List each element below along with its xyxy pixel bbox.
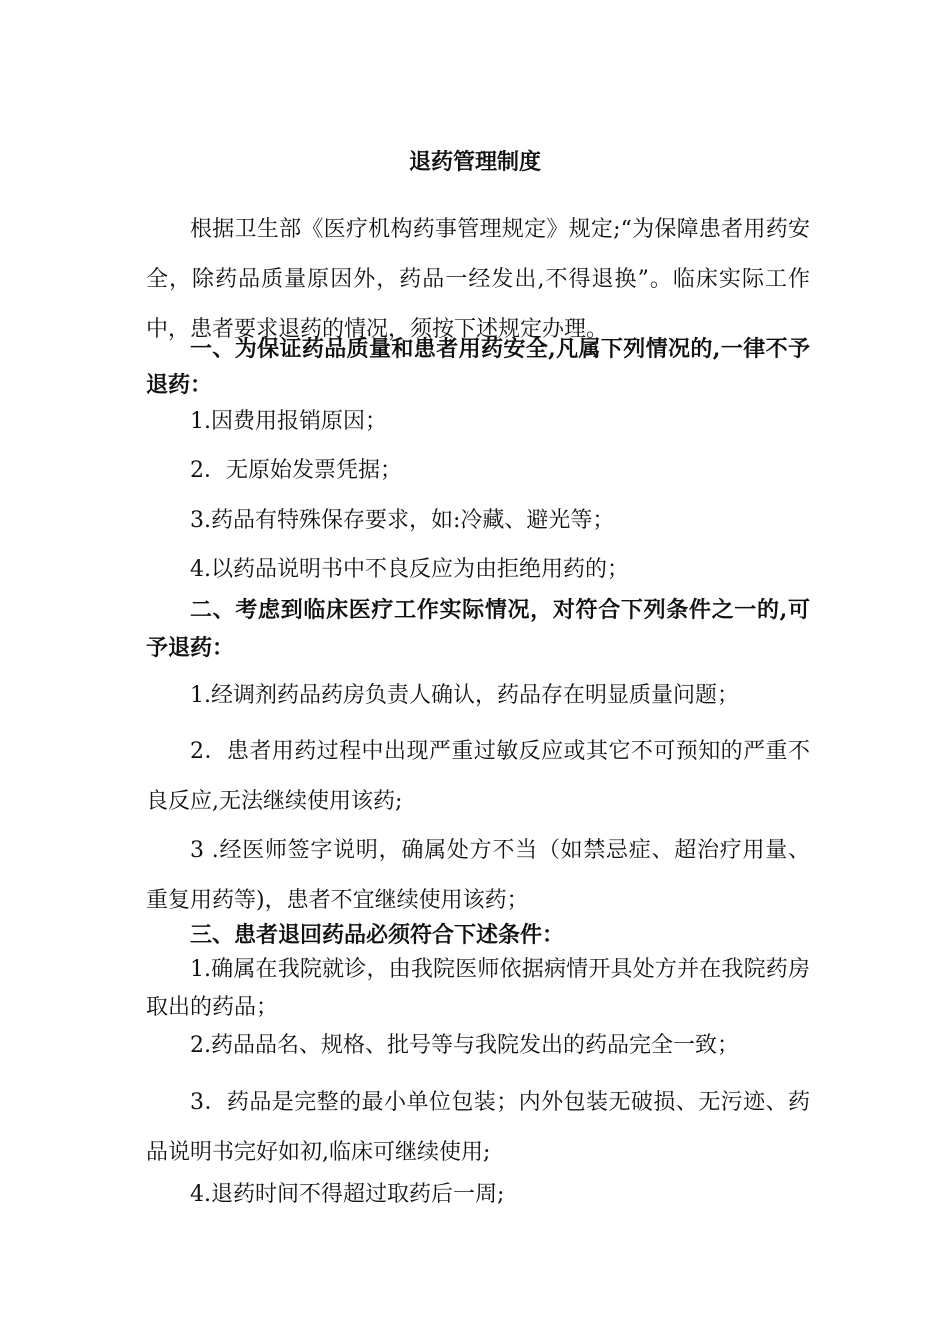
section3-item: 2.药品品名、规格、批号等与我院发出的药品完全一致； [190,1033,739,1058]
section1-heading: 一、为保证药品质量和患者用药安全,凡属下列情况的,一律不予退药： [146,336,810,398]
section3-item: 1.确属在我院就诊，由我院医师依据病情开具处方并在我院药房取出的药品； [146,957,810,1020]
section2-item: 3 .经医师签字说明，确属处方不当（如禁忌症、超治疗用量、重复用药等)，患者不宜继续使用该药； [146,838,810,913]
section3-heading: 三、患者退回药品必须符合下述条件： [190,922,565,948]
document-title: 退药管理制度 [408,149,541,175]
section3-item: 4.退药时间不得超过取药后一周; [190,1182,505,1207]
intro-paragraph: 根据卫生部《医疗机构药事管理规定》规定;“为保障患者用药安全，除药品质量原因外，药品一经发出,不得退换”。临床实际工作中，患者要求退药的情况，须按下述规定办理。 [146,217,810,342]
section2-item: 1.经调剂药品药房负责人确认，药品存在明显质量问题； [190,683,739,708]
section1-item: 3.药品有特殊保存要求，如:冷藏、避光等； [190,508,615,533]
section1-item: 1.因费用报销原因； [190,409,387,434]
section2-item: 2．患者用药过程中出现严重过敏反应或其它不可预知的严重不良反应,无法继续使用该药; [146,739,810,814]
section3-item: 3．药品是完整的最小单位包装；内外包装无破损、无污迹、药品说明书完好如初,临床可继续使用; [146,1090,810,1165]
section2-heading: 二、考虑到临床医疗工作实际情况，对符合下列条件之一的,可予退药： [146,597,810,661]
section1-item: 2．无原始发票凭据； [190,458,402,483]
section1-item: 4.以药品说明书中不良反应为由拒绝用药的； [190,557,629,582]
